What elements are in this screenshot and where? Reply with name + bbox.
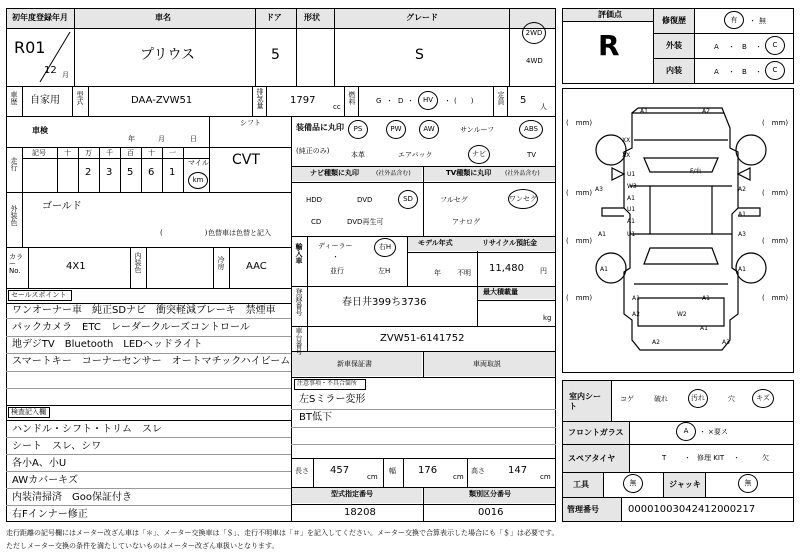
equip-pw-circle: PW	[386, 120, 406, 139]
digit-header: 万	[85, 149, 92, 157]
import-parallel: 並行	[330, 267, 344, 275]
import-label: 輸入車	[295, 243, 303, 264]
damage-mark: A1	[702, 295, 710, 302]
width-value: 176	[418, 465, 438, 476]
navi-type-sub: (社外品含む)	[376, 170, 411, 177]
navi-dvd-play: DVD再生可	[347, 218, 384, 226]
tv-oneseg-circle: ワンセグ	[508, 189, 538, 209]
damage-mark: A1	[598, 231, 606, 238]
mm-label: ( mm)	[762, 237, 789, 245]
warranty-manual: 車両取説	[473, 360, 501, 368]
mileage-digit: 5	[127, 167, 134, 178]
import-right-h-circle: 右H	[374, 238, 396, 257]
seat-tear: 破れ	[654, 395, 668, 403]
drive-4wd: 4WD	[526, 57, 543, 65]
capacity-label: 定員	[497, 91, 505, 105]
glass-x-need: ×要ス	[708, 428, 728, 436]
inspector-note-line: シート スレ、シワ	[12, 441, 102, 452]
fuel-label: 燃料	[348, 91, 356, 105]
mileage-digit: 6	[148, 167, 155, 178]
import-left-h: 左H	[378, 267, 391, 275]
tv-fullseg: フルセグ	[440, 196, 468, 204]
damage-mark: A3	[722, 339, 730, 346]
displacement-label: 排気量	[256, 88, 264, 109]
exterior-color-note: 色替車は色替と記入	[208, 229, 271, 237]
height-label: 高さ	[471, 467, 485, 475]
digit-header: 十	[64, 149, 71, 157]
fuel-g: G	[376, 97, 382, 105]
warranty-new-car: 新車保証書	[337, 360, 372, 368]
damage-mark: A1	[738, 266, 746, 273]
inspector-note-line: 右Fインナー修正	[12, 509, 88, 520]
length-unit: cm	[367, 473, 378, 481]
car-name: プリウス	[140, 47, 196, 63]
first-reg-month: 12	[44, 65, 57, 76]
glass-dot: ・	[699, 428, 706, 436]
model-year-label: モデル年式	[418, 239, 453, 247]
model-label: 型式	[76, 91, 84, 105]
management-label: 管理番号	[567, 505, 599, 514]
damage-mark: A2	[632, 311, 640, 318]
interior-seat-label: 室内シート	[569, 392, 601, 412]
inspector-note-line: ハンドル・シフト・トリム スレ	[12, 424, 162, 435]
glass-a-circle: A	[676, 422, 696, 441]
spare-t: T	[662, 454, 667, 462]
inspector-note-line: 各小A、小U	[12, 458, 67, 469]
navi-sd-circle: SD	[398, 190, 418, 209]
digit-header: 百	[127, 149, 134, 157]
length-value: 457	[330, 465, 350, 476]
color-no-value: 4X1	[66, 261, 86, 272]
score-value: R	[598, 29, 620, 62]
sales-point-line: スマートキー コーナーセンサー オートマチックハイビーム	[12, 356, 291, 367]
digit-header: 十	[148, 149, 155, 157]
footer-note-2: ただしメーター交換の条件を満たしていないものはメーター改ざん車扱いとなります。	[6, 542, 279, 550]
mm-label: ( mm)	[566, 189, 593, 197]
grade-b: B	[742, 68, 747, 76]
tv-analog: アナログ	[452, 218, 480, 226]
navi-type-label: ナビ種類に丸印	[310, 169, 359, 177]
model-value: DAA-ZVW51	[131, 95, 193, 106]
shift-label: シフト	[240, 119, 261, 127]
damage-mark: A2	[652, 339, 660, 346]
cooler-value: AAC	[246, 261, 267, 272]
mm-label: ( mm)	[762, 294, 789, 302]
damage-mark: U1	[627, 206, 636, 213]
exterior-color-value: ゴールド	[42, 201, 82, 212]
equip-airbag: エアバック	[398, 151, 433, 159]
seat-dirty-circle: 汚れ	[688, 389, 708, 408]
fuel-other: ( )	[454, 97, 474, 105]
type-number-label: 型式指定番号	[331, 490, 373, 498]
chassis-label: 車台番号	[295, 327, 303, 355]
registration-label: 登録番号	[295, 288, 303, 316]
exterior-grade-c-circle: C	[765, 36, 785, 55]
damage-mark: A3	[595, 186, 603, 193]
grade-b: B	[742, 43, 747, 51]
repair-yes-circle: 有	[724, 11, 744, 29]
interior-color-label: 内装色	[134, 252, 142, 273]
width-label: 幅	[389, 467, 396, 475]
seat-scratch-circle: キズ	[752, 389, 774, 408]
mm-label: ( mm)	[762, 119, 789, 127]
navi-cd: CD	[311, 218, 322, 226]
inspector-note-line: 内装清掃済 Goo保証付き	[12, 492, 132, 503]
mm-label: ( mm)	[566, 119, 593, 127]
mile-label: マイル	[188, 159, 209, 167]
spare-none: 欠	[762, 454, 769, 462]
repair-dot: ・	[749, 17, 756, 25]
inspector-notes-label: 検査記入欄	[11, 408, 46, 416]
fuel-d: D	[398, 97, 404, 105]
damage-mark: F/右	[690, 168, 702, 175]
recycle-unit: 円	[540, 267, 547, 275]
grade-a: A	[714, 43, 719, 51]
shaken-day-unit: 日	[190, 135, 197, 143]
capacity-unit: 人	[540, 103, 547, 111]
interior-grade-c-circle: C	[765, 61, 785, 80]
model-year-year: 年	[434, 269, 441, 277]
mm-label: ( mm)	[566, 237, 593, 245]
navi-hdd: HDD	[306, 196, 323, 204]
repair-no: 無	[759, 17, 766, 25]
caution-label: 注意事項・不具合箇所	[297, 380, 358, 387]
max-load-label: 最大積載量	[483, 288, 518, 296]
caution-line: BT低下	[299, 412, 332, 423]
km-circle: km	[188, 172, 208, 189]
equip-aw-circle: AW	[419, 120, 439, 139]
usage-value: 自家用	[30, 95, 60, 106]
grade-a: A	[714, 68, 719, 76]
damage-mark: A3	[738, 231, 746, 238]
first-reg-label: 初年度登録年月	[12, 13, 68, 22]
equip-abs-circle: ABS	[519, 120, 543, 139]
sales-point-line: 地デジTV Bluetooth LEDヘッドライト	[12, 339, 203, 350]
repair-label: 修復歴	[662, 16, 686, 25]
shaken-label: 車検	[32, 126, 48, 135]
damage-mark: A2	[738, 186, 746, 193]
seat-burn: コゲ	[620, 395, 634, 403]
damage-mark: A1	[627, 218, 635, 225]
usage-label: 車歴	[10, 91, 18, 105]
class-number-label: 類別区分番号	[469, 490, 511, 498]
exterior-grade-label: 外装	[666, 41, 682, 50]
caution-line: 左Sミラー変形	[299, 394, 366, 405]
equip-ps-circle: PS	[348, 120, 368, 139]
class-number-value: 0016	[478, 507, 504, 518]
registration-value: 春日井399ち3736	[342, 297, 427, 308]
exterior-color-paren: ( )	[160, 229, 208, 237]
car-name-label: 車名	[155, 13, 171, 22]
color-no-label: カラーNo.	[9, 253, 23, 275]
length-label: 長さ	[295, 467, 309, 475]
damage-mark: XX	[622, 152, 631, 159]
mileage-digit: 1	[169, 167, 176, 178]
navi-dvd: DVD	[357, 196, 373, 204]
spare-kit: 修理 KIT	[697, 454, 725, 462]
spare-label: スペアタイヤ	[568, 454, 616, 463]
door-label: ドア	[266, 13, 282, 22]
spare-dot: ・	[684, 454, 691, 462]
damage-mark: XX	[622, 137, 631, 144]
shaken-month-unit: 月	[158, 135, 165, 143]
mm-label: ( mm)	[762, 189, 789, 197]
digit-header: 一	[169, 149, 176, 157]
door-count: 5	[271, 47, 280, 63]
equipment-label: 装備品に丸印	[296, 123, 344, 132]
height-value: 147	[508, 465, 528, 476]
damage-mark: A1	[600, 266, 608, 273]
damage-mark: A1	[640, 108, 648, 115]
jack-label: ジャッキ	[669, 480, 701, 489]
type-number-value: 18208	[344, 507, 376, 518]
max-load-unit: kg	[543, 314, 552, 322]
shaken-year-unit: 年	[128, 135, 135, 143]
displacement-value: 1797	[290, 95, 316, 106]
chassis-value: ZVW51-6141752	[380, 333, 465, 344]
condition-sheet: 初年度登録年月 車名 ドア 形状 グレード R01 12 月 プリウス 5 S 2WD 4WD 車歴 自家用 型式 DAA-ZVW51 排気量 1797 cc 燃料 G ・ D ・ HV ・ ( ) 定員 5 人 車検 年 月 日 シフト CVT 走行 記号 十 万 千 百 十 一 2 3 5 6 1 マイル km 外装色 ゴールド ( ) 色替車は色替と記入 カラーNo. 4X1 内装色 冷房 AAC セールスポイント ワンオーナー車 純正SDナビ 衝突軽減ブレーキ 禁煙車 パックカメラ ETC レーダークルーズコントロール 地デジTV Bluetooth LEDヘッドライト スマートキー コーナーセンサー オートマチックハイビーム 検査記入欄 ハンドル・シフト・トリム スレ シート スレ、シワ 各小A、小U AWカバーキズ 内装清掃済 Goo保証付き 右Fインナー修正 装備品に丸印 (純正のみ) PS PW AW サンルーフ ABS 本革 エアバック ナビ TV ナビ種類に丸印 (社外品含む) HDD DVD SD CD DVD再生可 TV種類に丸印 (社外品含む) フルセグ ワンセグ アナログ 輸入車 ディーラー ・ 並行 右H 左H モデル年式 年 不明 リサイクル預託金 11,480 円 登録番号 春日井399ち3736 最大積載量 kg 車台番号 ZVW51-6141752 新車保証書 車両取説 注意事項・不具合箇所 左Sミラー変形 BT低下 長さ 457 cm 幅 176 cm 高さ 147 cm 型式指定番号 類別区分番号 18208 0016 評価点 R 修復歴 有 ・ 無 外装 A ・ B ・ C 内装 A ・ B ・ C ( mm) ( mm) ( mm) ( mm) ( mm) ( mm) ( mm) ( mm) A1 A2 XX XX A3 A2 U1 W3 A1 U1 A1 A1 U1 A3 A1 A1 A1 A2 W2 A1 A1 A2 A3 A1 F/右 室内シート コゲ 破れ 汚れ 穴 キズ フロントガラス A ・ ×要ス スペアタイヤ T ・ 修理 KIT ・ 欠 工具 無 ジャッキ 無 管理番号 00001003042412000217 走行距離の記号欄にはメーター改ざん車は「＊」、メーター交換車は「＄」、走行不明車は「＃」を記入してください。メーター交換で合算表示した場合にも「＄」は必要です。 ただしメーター交換の条件を満たしていないものはメーター改ざん車扱いとなります。	[0, 0, 800, 557]
height-unit: cm	[540, 473, 551, 481]
shift-value: CVT	[232, 152, 260, 168]
mm-label: ( mm)	[566, 294, 593, 302]
first-reg-month-unit: 月	[62, 71, 69, 79]
equipment-sub: (純正のみ)	[296, 147, 330, 155]
sales-point-line: パックカメラ ETC レーダークルーズコントロール	[12, 322, 250, 333]
grade-value: S	[415, 47, 424, 63]
tv-type-sub: (社外品含む)	[505, 170, 540, 177]
damage-mark: U1	[627, 171, 636, 178]
tools-label: 工具	[573, 480, 589, 489]
mileage-digit: 2	[85, 167, 92, 178]
tv-type-label: TV種類に丸印	[446, 169, 492, 177]
inspector-note-line: AWカバーキズ	[12, 475, 78, 486]
tools-none-circle: 無	[623, 474, 643, 493]
damage-mark: A1	[632, 295, 640, 302]
sales-points-label: セールスポイント	[11, 291, 67, 299]
cooler-label: 冷房	[217, 256, 225, 270]
glass-label: フロントガラス	[568, 428, 624, 437]
mileage-digit: 3	[106, 167, 113, 178]
footer-note-1: 走行距離の記号欄にはメーター改ざん車は「＊」、メーター交換車は「＄」、走行不明車は「＃」を記入してください。メーター交換で合算表示した場合にも「＄」は必要です。	[6, 529, 559, 537]
car-diagram	[562, 88, 794, 373]
jack-none-circle: 無	[738, 474, 758, 493]
drive-2wd-circle: 2WD	[522, 22, 546, 44]
cc-unit: cc	[333, 103, 341, 111]
equip-leather: 本革	[351, 151, 365, 159]
sales-point-line: ワンオーナー車 純正SDナビ 衝突軽減ブレーキ 禁煙車	[12, 305, 276, 316]
recycle-label: リサイクル預託金	[482, 239, 538, 247]
import-dealer: ディーラー	[318, 242, 353, 250]
equip-sunroof: サンルーフ	[460, 126, 495, 134]
damage-mark: A1	[700, 325, 708, 332]
damage-mark: A1	[738, 211, 746, 218]
fuel-hv-circle: HV	[418, 91, 438, 110]
damage-mark: W3	[627, 183, 637, 190]
damage-mark: U1	[627, 231, 636, 238]
digit-header: 千	[106, 149, 113, 157]
capacity-value: 5	[520, 95, 527, 106]
score-label: 評価点	[598, 10, 622, 19]
recycle-value: 11,480	[489, 263, 524, 274]
width-unit: cm	[453, 473, 464, 481]
equip-tv: TV	[527, 151, 537, 159]
seat-hole: 穴	[728, 395, 735, 403]
digit-header-sign: 記号	[32, 149, 46, 157]
shape-label: 形状	[304, 13, 320, 22]
exterior-color-label: 外装色	[10, 205, 18, 226]
mileage-label: 走行	[10, 157, 18, 171]
damage-mark: W2	[677, 311, 687, 318]
equip-navi-circle: ナビ	[468, 145, 490, 164]
management-value: 00001003042412000217	[628, 504, 756, 515]
model-year-unknown: 不明	[457, 269, 471, 277]
damage-mark: A1	[627, 195, 635, 202]
interior-grade-label: 内装	[666, 66, 682, 75]
spare-dot: ・	[733, 454, 740, 462]
damage-mark: A2	[702, 108, 710, 115]
import-dot: ・	[332, 253, 339, 261]
first-reg-year: R01	[14, 38, 46, 57]
grade-label: グレード	[406, 13, 438, 22]
